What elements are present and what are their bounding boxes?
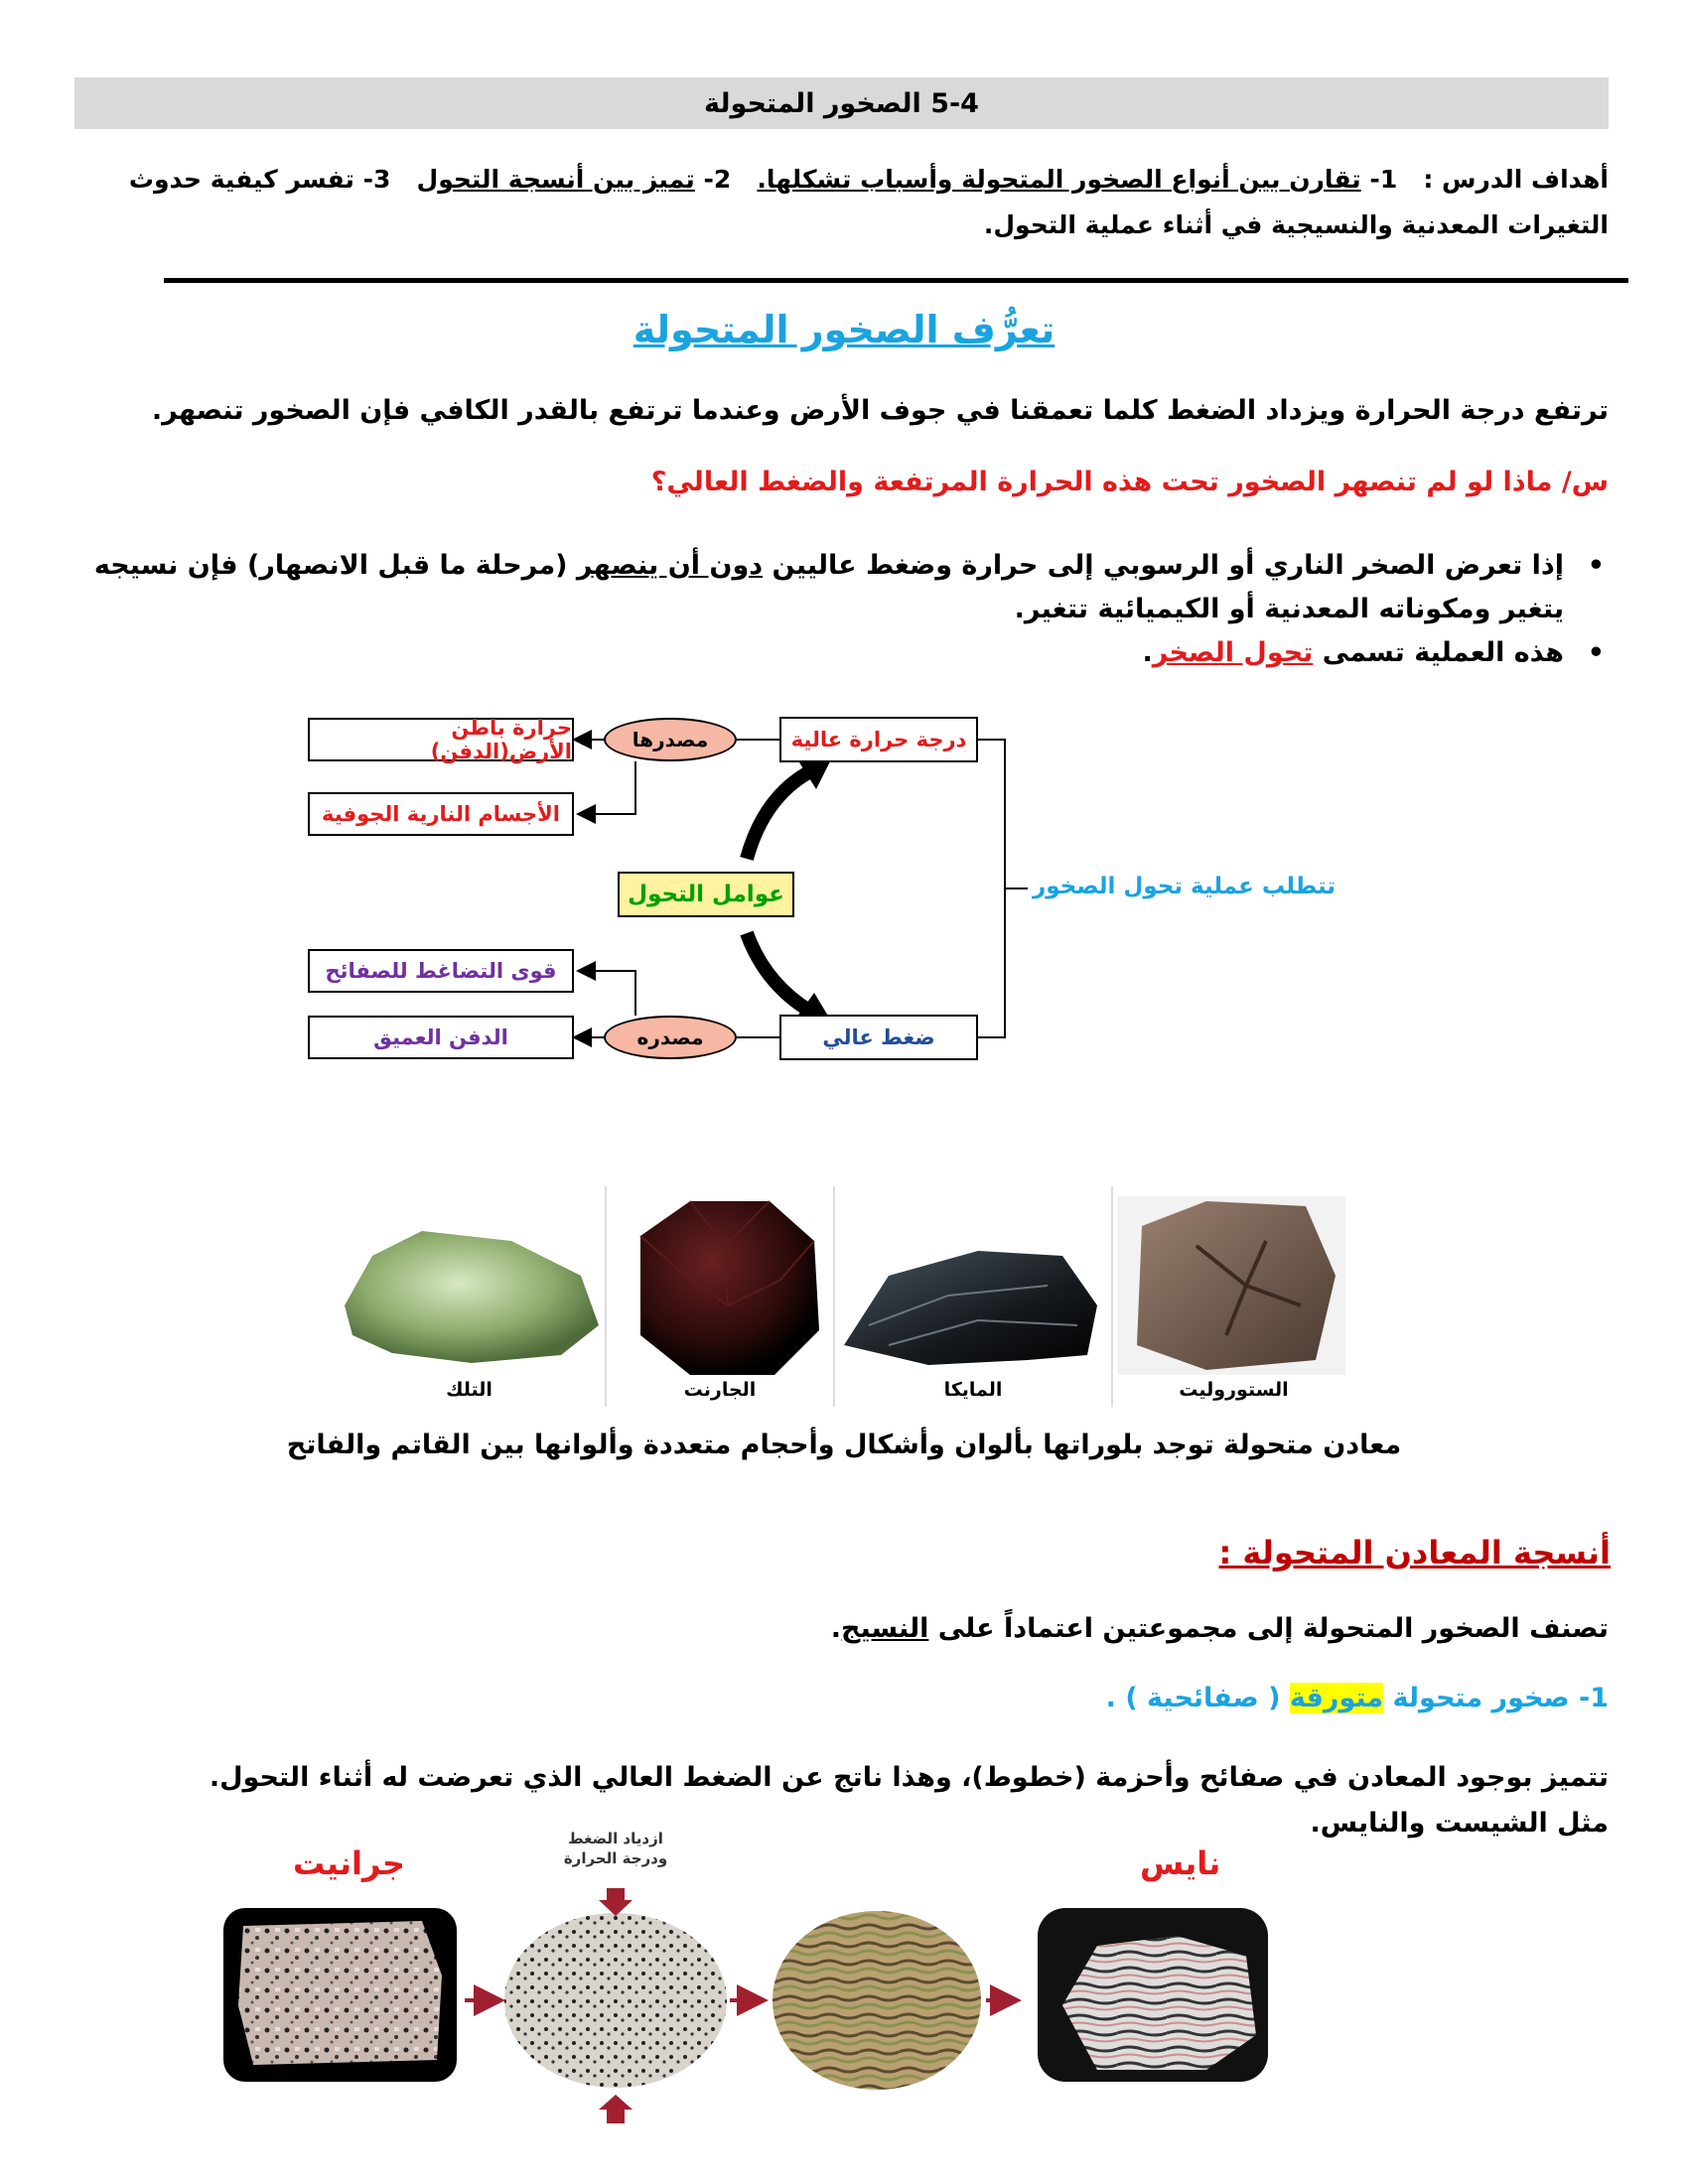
classification-paragraph: [60, 1613, 1609, 1644]
factors-box: [618, 872, 794, 917]
talc-specimen: [345, 1231, 599, 1363]
goals-label: أهداف الدرس :: [1423, 165, 1609, 194]
requires-label: تتطلب عملية تحول الصخور: [1033, 874, 1336, 899]
source-to-press1-arrow: [578, 971, 635, 1016]
mineral-label-garnet: الجارنت: [683, 1379, 757, 1401]
foliated-type-suffix: ( صفائحية ) .: [1105, 1683, 1290, 1713]
increase-pressure-text: ازدياد الضغط: [568, 1830, 663, 1847]
foliated-type-heading: [60, 1683, 1609, 1713]
mineral-label-box-4: [333, 1377, 606, 1407]
textures-title: أنسجة المعادن المتحولة :: [1218, 1534, 1611, 1571]
gneiss-specimen: [1062, 1936, 1256, 2070]
bullet-list: [40, 544, 1609, 675]
factors-label: عوامل التحول: [628, 882, 784, 907]
classification-text: تصنف الصخور المتحولة إلى مجموعتين اعتماداً على: [928, 1613, 1609, 1644]
mineral-label-box-1: [1117, 1377, 1350, 1407]
mineral-label-box-2: [834, 1377, 1112, 1407]
bullet-1-underlined: دون أن ينصهر: [576, 550, 764, 581]
pressure-source-label: مصدره: [636, 1025, 704, 1049]
bullet-2-end: .: [1142, 637, 1153, 668]
foliated-examples: مثل الشيست والنايس.: [1310, 1808, 1609, 1839]
bullet-1-text-a: إذا تعرض الصخر الناري أو الرسوبي إلى حرارة وضغط عاليين: [763, 550, 1564, 581]
pressure-source-1: [308, 949, 574, 993]
granite-label: جرانيت: [293, 1844, 405, 1882]
foliated-description: [60, 1755, 1609, 1846]
rock-transformation-strip: [223, 1886, 1316, 2124]
goals-line-2: التغيرات المعدنية والنسيجية في أثناء عملية التحول.: [983, 210, 1609, 239]
heat-source-1: [308, 718, 574, 761]
foliated-type-prefix: 1- صخور متحولة: [1383, 1683, 1609, 1713]
minerals-illustration: [333, 1186, 1350, 1407]
granite-specimen: [238, 1921, 442, 2065]
classification-end: .: [830, 1613, 841, 1644]
pressure-label: ضغط عالي: [822, 1025, 935, 1049]
garnet-specimen: [640, 1201, 819, 1375]
goal-3-text: تفسر كيفية حدوث: [128, 165, 354, 194]
staurolite-specimen: [1137, 1201, 1336, 1370]
gneiss-label: نايس: [1140, 1844, 1221, 1882]
mica-specimen: [844, 1251, 1097, 1365]
mineral-label-staurolite: الستوروليت: [1179, 1379, 1289, 1401]
lesson-title: 5-4 الصخور المتحولة: [704, 87, 979, 119]
intro-paragraph: ترتفع درجة الحرارة ويزداد الضغط كلما تعمقنا في جوف الأرض وعندما ترتفع بالقدر الكافي فإن الصخور تنصهر.: [151, 395, 1609, 426]
bullet-1-text-b: (مرحلة ما قبل الانصهار) فإن نسيجه يتغير ومكوناته المعدنية أو الكيميائية تتغير.: [93, 550, 1564, 624]
increase-temperature-text: ودرجة الحرارة: [563, 1849, 668, 1867]
curved-arrow-up: [747, 769, 814, 859]
goal-2-number: 2-: [703, 165, 732, 194]
goal-1-number: 1-: [1369, 165, 1398, 194]
pressure-source-1-label: قوى التضاغط للصفائح: [325, 959, 557, 983]
mineral-label-box-3: [606, 1377, 834, 1407]
heat-source-2: [308, 792, 574, 836]
metamorphism-diagram: [0, 695, 1688, 1092]
banded-texture-ellipse: [773, 1911, 981, 2090]
pressure-source-2-label: الدفن العميق: [373, 1025, 508, 1049]
heat-source-ellipse: [604, 718, 737, 761]
pressure-source-2: [308, 1016, 574, 1059]
up-pressure-arrow: [599, 2095, 633, 2110]
heat-box: [779, 717, 978, 762]
texture-word: النسيج: [841, 1613, 929, 1644]
goal-1-text: تقارن بين أنواع الصخور المتحولة وأسباب تشكلها.: [757, 165, 1361, 194]
pressure-box: [779, 1015, 978, 1060]
mineral-label-mica: المايكا: [943, 1379, 1003, 1401]
granite-texture-ellipse: [504, 1913, 727, 2088]
bullet-item: [40, 631, 1609, 675]
lesson-title-bar: [74, 77, 1609, 129]
mineral-label-talc: التلك: [446, 1379, 492, 1401]
bracket-line: [978, 740, 1005, 1037]
pressure-source-ellipse: [604, 1016, 737, 1059]
foliated-highlight: متورقة: [1289, 1683, 1384, 1713]
bullet-2-text: هذه العملية تسمى: [1313, 637, 1564, 668]
goal-3-number: 3-: [362, 165, 391, 194]
heat-source-1-label: حرارة باطن الأرض(الدفن): [430, 716, 572, 763]
bullet-item: [40, 544, 1609, 631]
goal-2-text: تميز بين أنسجة التحول: [416, 165, 695, 194]
increase-label: [516, 1829, 715, 1868]
heat-source-label: مصدرها: [632, 728, 709, 751]
minerals-caption: معادن متحولة توجد بلوراتها بألوان وأشكال وأحجام متعددة وألوانها بين القاتم والفاتح: [286, 1430, 1402, 1460]
metamorphism-term: تحول الصخر: [1152, 637, 1314, 668]
lesson-goals: [99, 157, 1609, 248]
foliated-description-line-1: تتميز بوجود المعادن في صفائح وأحزمة (خطوط)، وهذا ناتج عن الضغط العالي الذي تعرضت له أثناء التحول.: [209, 1762, 1609, 1793]
heat-source-2-label: الأجسام النارية الجوفية: [322, 802, 560, 826]
curved-arrow-down: [747, 933, 809, 1011]
source-to-heat2-arrow: [578, 761, 635, 814]
minerals-row: [333, 1186, 1350, 1407]
heat-label: درجة حرارة عالية: [790, 728, 967, 751]
section-heading: تعرُّف الصخور المتحولة: [633, 308, 1055, 351]
divider-rule: [164, 278, 1628, 283]
question: س/ ماذا لو لم تنصهر الصخور تحت هذه الحرارة المرتفعة والضغط العالي؟: [650, 467, 1609, 497]
